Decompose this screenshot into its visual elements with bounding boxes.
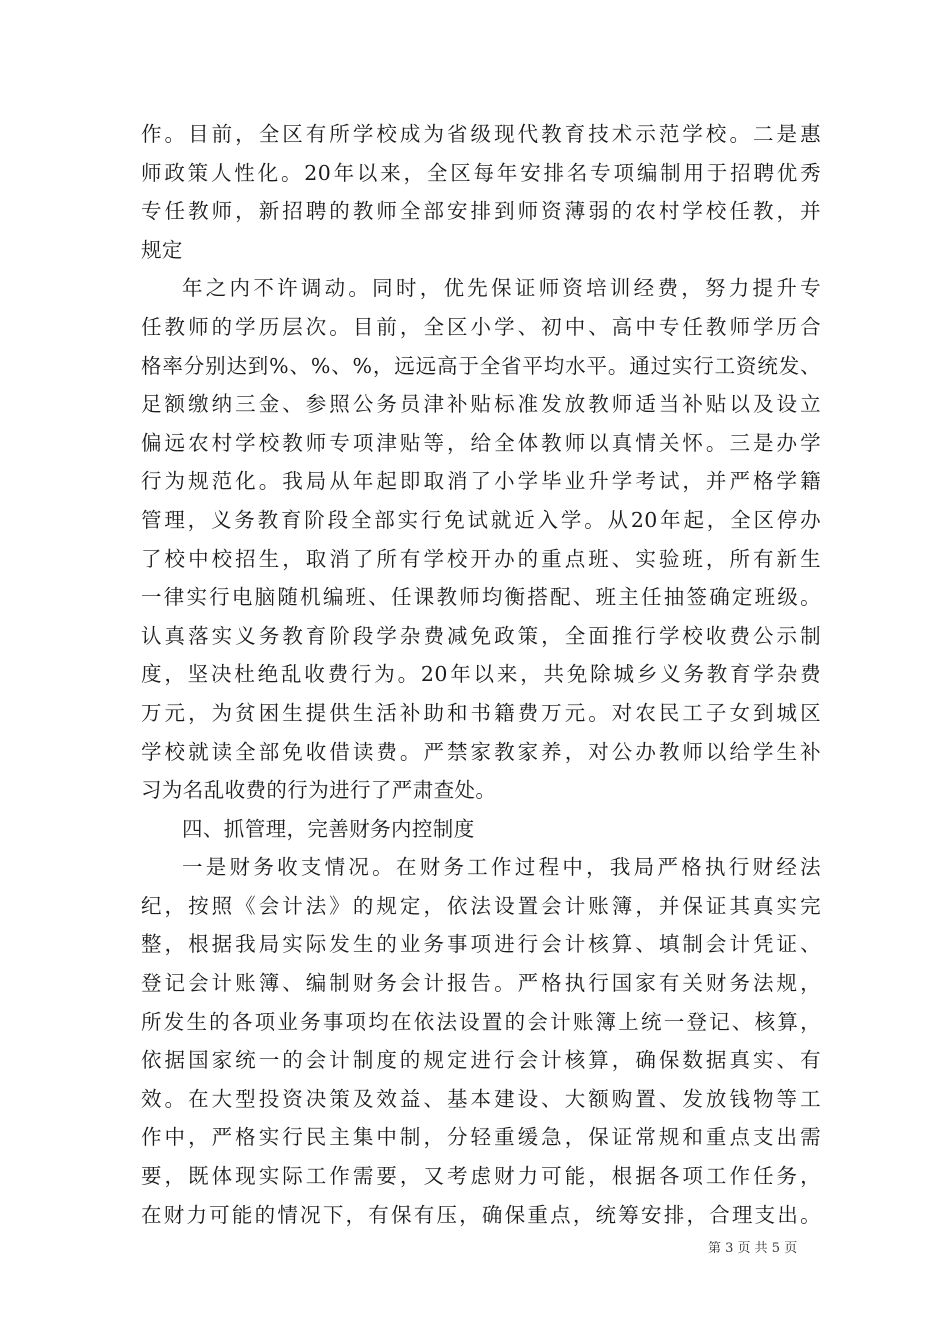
text-line: 登记会计账簿、编制财务会计报告。严格执行国家有关财务法规， (141, 971, 821, 996)
text-line: 规定 (141, 237, 183, 262)
text-line: 了校中校招生，取消了所有学校开办的重点班、实验班，所有新生 (141, 546, 821, 571)
text-line: 依据国家统一的会计制度的规定进行会计核算，确保数据真实、有 (141, 1048, 821, 1073)
text-line: 所发生的各项业务事项均在依法设置的会计账簿上统一登记、核算， (141, 1009, 821, 1034)
text-line: 要，既体现实际工作需要，又考虑财力可能，根据各项工作任务， (141, 1164, 821, 1189)
text-line: 整，根据我局实际发生的业务事项进行会计核算、填制会计凭证、 (141, 932, 821, 957)
text-line: 偏远农村学校教师专项津贴等，给全体教师以真情关怀。三是办学 (141, 430, 821, 455)
text-line: 足额缴纳三金、参照公务员津补贴标准发放教师适当补贴以及设立 (141, 392, 821, 417)
text-line: 格率分别达到%、%、%，远远高于全省平均水平。通过实行工资统发、 (141, 353, 821, 378)
text-line: 效。在大型投资决策及效益、基本建设、大额购置、发放钱物等工 (141, 1086, 821, 1111)
page-number-footer: 第 3 页 共 5 页 (708, 1241, 798, 1256)
text-line: 度，坚决杜绝乱收费行为。20年以来，共免除城乡义务教育学杂费 (141, 662, 821, 687)
text-line: 任教师的学历层次。目前，全区小学、初中、高中专任教师学历合 (141, 314, 821, 339)
text-line: 一律实行电脑随机编班、任课教师均衡搭配、班主任抽签确定班级。 (141, 585, 821, 610)
text-line: 作中，严格实行民主集中制，分轻重缓急，保证常规和重点支出需 (141, 1125, 821, 1150)
text-line: 管理，义务教育阶段全部实行免试就近入学。从20年起，全区停办 (141, 507, 821, 532)
text-line: 学校就读全部免收借读费。严禁家教家养，对公办教师以给学生补 (141, 739, 821, 764)
text-line: 认真落实义务教育阶段学杂费减免政策，全面推行学校收费公示制 (141, 623, 821, 648)
text-line: 作。目前，全区有所学校成为省级现代教育技术示范学校。二是惠 (141, 122, 821, 146)
text-line: 纪，按照《会计法》的规定，依法设置会计账簿，并保证其真实完 (141, 893, 821, 918)
body-text (141, 115, 821, 1234)
text-line: 一是财务收支情况。在财务工作过程中，我局严格执行财经法 (182, 855, 821, 880)
text-line: 四、抓管理，完善财务内控制度 (182, 816, 475, 841)
text-line: 在财力可能的情况下，有保有压，确保重点，统筹安排，合理支出。 (141, 1202, 821, 1227)
text-line: 万元，为贫困生提供生活补助和书籍费万元。对农民工子女到城区 (141, 700, 821, 725)
text-line: 年之内不许调动。同时，优先保证师资培训经费，努力提升专 (182, 276, 821, 301)
text-line: 师政策人性化。20年以来，全区每年安排名专项编制用于招聘优秀 (141, 160, 821, 185)
text-line: 习为名乱收费的行为进行了严肃查处。 (141, 778, 497, 803)
text-line: 行为规范化。我局从年起即取消了小学毕业升学考试，并严格学籍 (141, 469, 821, 494)
text-line: 专任教师，新招聘的教师全部安排到师资薄弱的农村学校任教，并 (141, 199, 821, 224)
